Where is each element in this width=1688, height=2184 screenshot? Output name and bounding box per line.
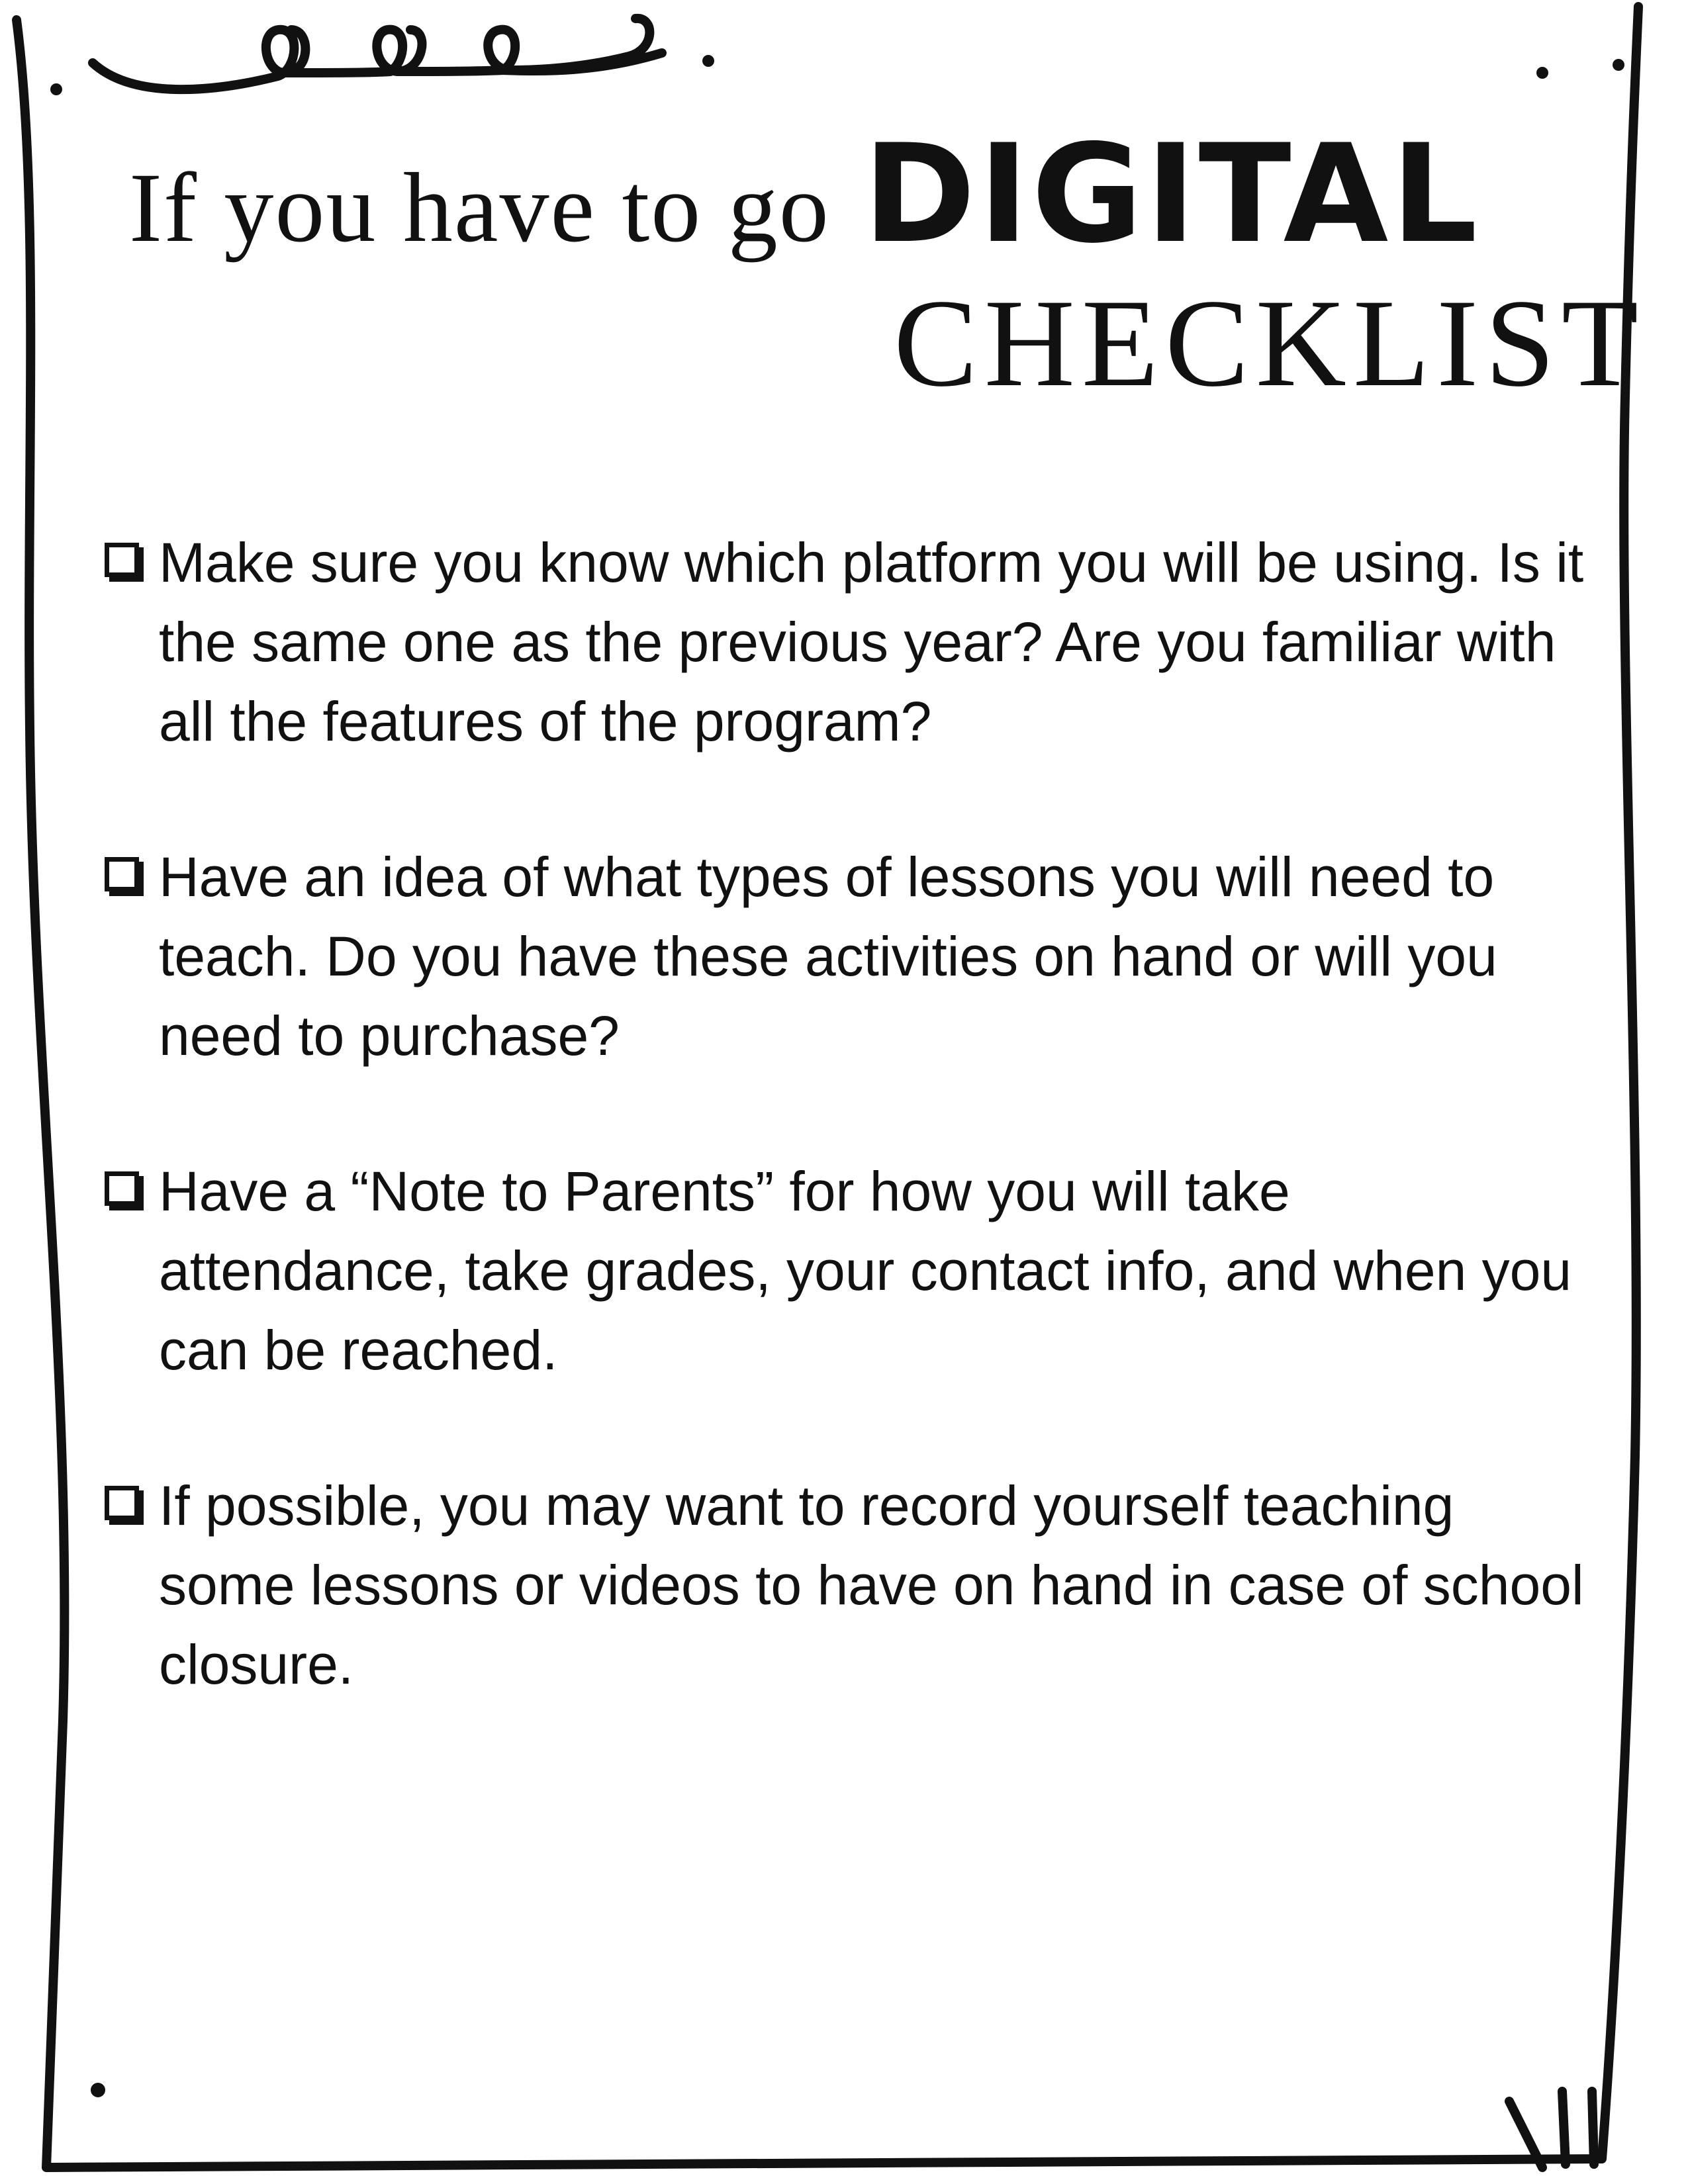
checklist-item [99,523,1589,761]
dot-ornament-icon [702,55,714,67]
checkbox-icon[interactable] [105,1486,139,1520]
checkbox-icon[interactable] [105,857,139,891]
checklist-item-text: If possible, you may want to record yourself teaching some lessons or videos to have on hand in case of school closure. [159,1475,1584,1696]
dot-ornament-icon [50,83,62,95]
checklist-item-text: Have a “Note to Parents” for how you will take attendance, take grades, your contact info, and when you can be reached. [159,1160,1572,1381]
dot-ornament-icon [1613,59,1624,71]
checklist-item-text: Have an idea of what types of lessons you will need to teach. Do you have these activities on hand or will you need to purchase? [159,846,1497,1067]
checkbox-icon[interactable] [105,1171,139,1206]
checklist-item [99,1152,1589,1390]
title-emphasis-text: DIGITAL [863,116,1480,273]
top-loop-doodle-icon [93,19,662,89]
checklist-item-text: Make sure you know which platform you will be using. Is it the same one as the previous year? Are you familiar with all the features of the program? [159,531,1584,752]
checkbox-icon[interactable] [105,543,139,577]
page-title [129,116,1480,273]
title-lead-text: If you have to go [129,153,830,263]
dot-ornament-icon [1536,67,1548,79]
checklist-item [99,837,1589,1075]
checklist-item [99,1466,1589,1704]
title-subtitle-text: CHECKLIST [894,274,1645,413]
dot-ornament-icon [91,2083,105,2097]
checklist [99,523,1589,1780]
